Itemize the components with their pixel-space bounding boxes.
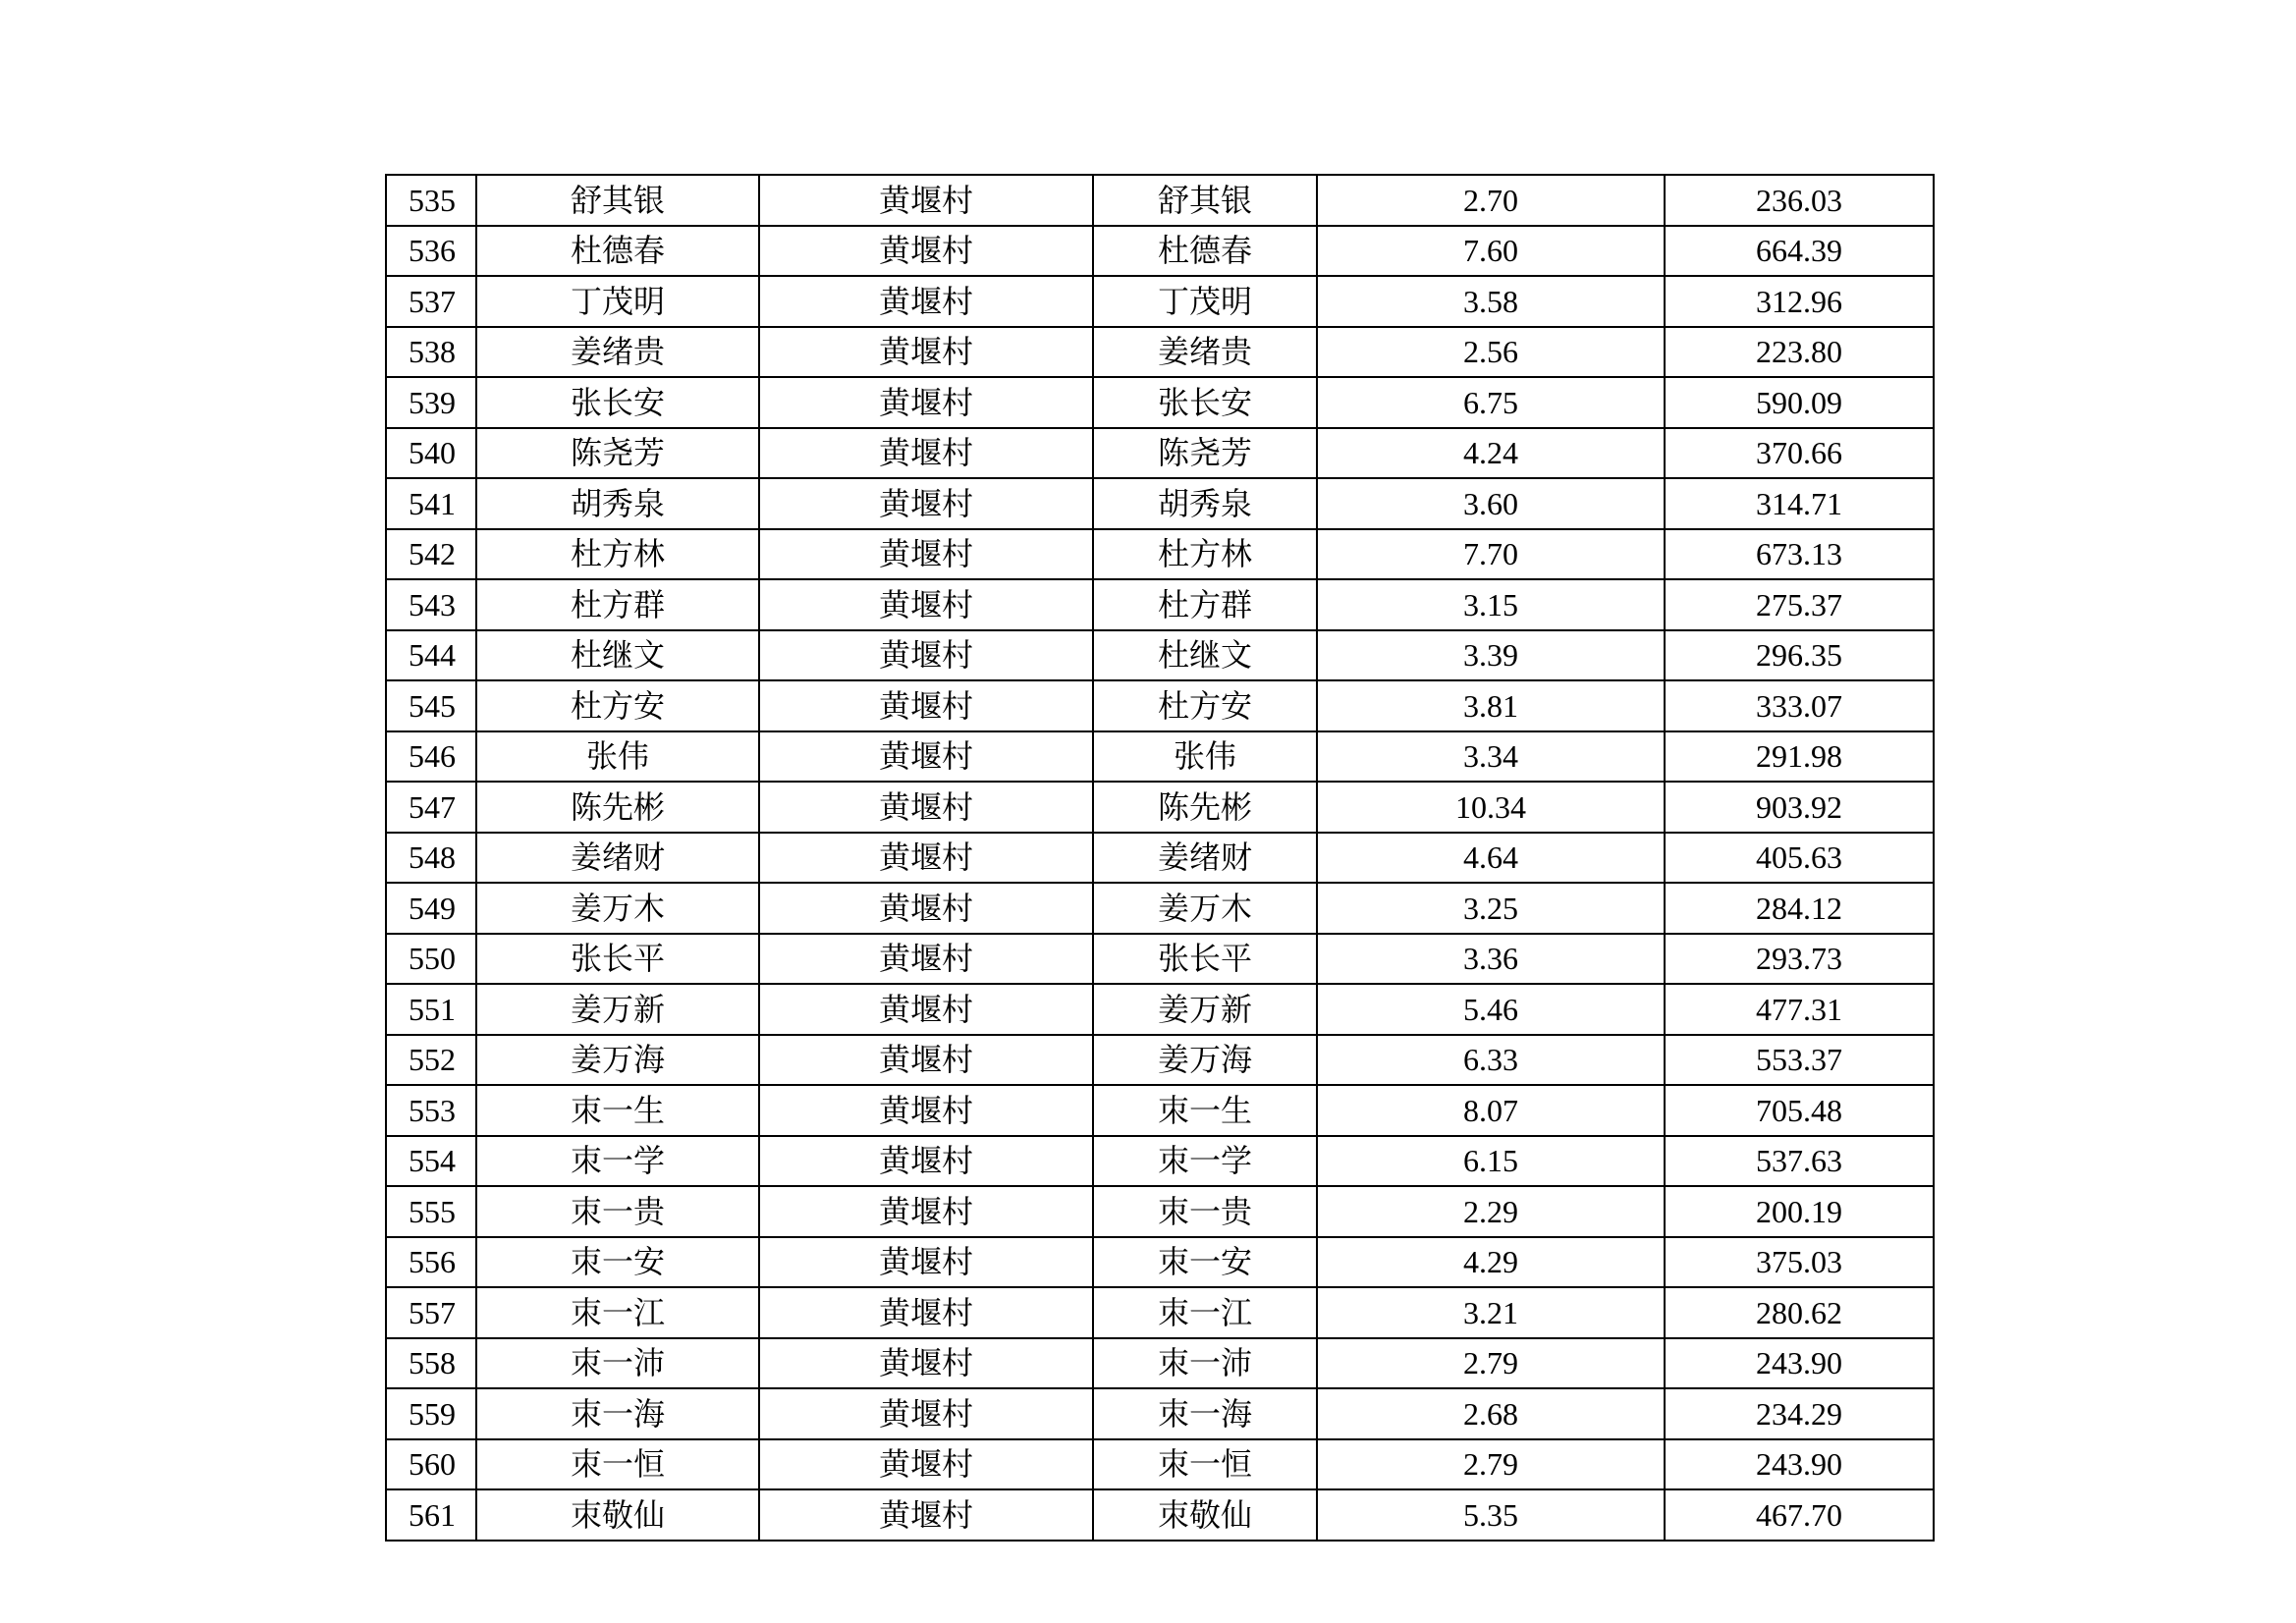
area-cell: 6.33	[1317, 1035, 1665, 1086]
payee-cell: 姜万海	[1093, 1035, 1317, 1086]
amount-cell: 291.98	[1665, 731, 1934, 783]
name-cell: 姜万新	[476, 984, 759, 1035]
area-cell: 2.79	[1317, 1439, 1665, 1490]
payee-cell: 姜万新	[1093, 984, 1317, 1035]
payee-cell: 姜绪财	[1093, 833, 1317, 884]
row-number-cell: 543	[386, 579, 476, 630]
payee-cell: 杜方林	[1093, 529, 1317, 580]
name-cell: 杜方林	[476, 529, 759, 580]
row-number-cell: 561	[386, 1489, 476, 1541]
payee-cell: 朿一江	[1093, 1287, 1317, 1338]
amount-cell: 243.90	[1665, 1439, 1934, 1490]
row-number-cell: 536	[386, 226, 476, 277]
amount-cell: 537.63	[1665, 1136, 1934, 1187]
name-cell: 姜万海	[476, 1035, 759, 1086]
row-number-cell: 541	[386, 478, 476, 529]
name-cell: 张长平	[476, 934, 759, 985]
amount-cell: 293.73	[1665, 934, 1934, 985]
table-row	[386, 377, 1934, 428]
amount-cell: 467.70	[1665, 1489, 1934, 1541]
payee-cell: 张长安	[1093, 377, 1317, 428]
name-cell: 张伟	[476, 731, 759, 783]
village-cell: 黄堰村	[759, 630, 1093, 681]
table-row	[386, 226, 1934, 277]
row-number-cell: 556	[386, 1237, 476, 1288]
payee-cell: 杜方安	[1093, 680, 1317, 731]
amount-cell: 553.37	[1665, 1035, 1934, 1086]
name-cell: 朿一沛	[476, 1338, 759, 1389]
name-cell: 杜继文	[476, 630, 759, 681]
table-row	[386, 680, 1934, 731]
area-cell: 5.35	[1317, 1489, 1665, 1541]
village-cell: 黄堰村	[759, 984, 1093, 1035]
village-cell: 黄堰村	[759, 428, 1093, 479]
table-row	[386, 478, 1934, 529]
village-cell: 黄堰村	[759, 579, 1093, 630]
area-cell: 2.79	[1317, 1338, 1665, 1389]
name-cell: 姜绪贵	[476, 327, 759, 378]
area-cell: 3.21	[1317, 1287, 1665, 1338]
name-cell: 朿一江	[476, 1287, 759, 1338]
payee-cell: 张伟	[1093, 731, 1317, 783]
payee-cell: 舒其银	[1093, 175, 1317, 226]
area-cell: 3.81	[1317, 680, 1665, 731]
village-cell: 黄堰村	[759, 680, 1093, 731]
village-cell: 黄堰村	[759, 478, 1093, 529]
amount-cell: 405.63	[1665, 833, 1934, 884]
amount-cell: 673.13	[1665, 529, 1934, 580]
village-cell: 黄堰村	[759, 529, 1093, 580]
table-row	[386, 1439, 1934, 1490]
village-cell: 黄堰村	[759, 1136, 1093, 1187]
table-body	[386, 175, 1934, 1541]
name-cell: 朿一学	[476, 1136, 759, 1187]
row-number-cell: 560	[386, 1439, 476, 1490]
payee-cell: 张长平	[1093, 934, 1317, 985]
amount-cell: 280.62	[1665, 1287, 1934, 1338]
amount-cell: 236.03	[1665, 175, 1934, 226]
row-number-cell: 535	[386, 175, 476, 226]
area-cell: 4.24	[1317, 428, 1665, 479]
area-cell: 6.75	[1317, 377, 1665, 428]
area-cell: 2.56	[1317, 327, 1665, 378]
row-number-cell: 547	[386, 782, 476, 833]
row-number-cell: 544	[386, 630, 476, 681]
village-cell: 黄堰村	[759, 1287, 1093, 1338]
row-number-cell: 540	[386, 428, 476, 479]
village-cell: 黄堰村	[759, 175, 1093, 226]
payee-cell: 杜继文	[1093, 630, 1317, 681]
amount-cell: 275.37	[1665, 579, 1934, 630]
table-row	[386, 428, 1934, 479]
name-cell: 丁茂明	[476, 276, 759, 327]
name-cell: 朿一安	[476, 1237, 759, 1288]
name-cell: 舒其银	[476, 175, 759, 226]
area-cell: 2.68	[1317, 1388, 1665, 1439]
name-cell: 朿敬仙	[476, 1489, 759, 1541]
area-cell: 3.39	[1317, 630, 1665, 681]
table-row	[386, 934, 1934, 985]
amount-cell: 903.92	[1665, 782, 1934, 833]
row-number-cell: 538	[386, 327, 476, 378]
village-cell: 黄堰村	[759, 833, 1093, 884]
amount-cell: 223.80	[1665, 327, 1934, 378]
village-cell: 黄堰村	[759, 1237, 1093, 1288]
payee-cell: 朿敬仙	[1093, 1489, 1317, 1541]
table-row	[386, 327, 1934, 378]
area-cell: 7.70	[1317, 529, 1665, 580]
area-cell: 4.29	[1317, 1237, 1665, 1288]
row-number-cell: 551	[386, 984, 476, 1035]
name-cell: 杜方安	[476, 680, 759, 731]
payee-cell: 朿一学	[1093, 1136, 1317, 1187]
name-cell: 朿一恒	[476, 1439, 759, 1490]
area-cell: 3.58	[1317, 276, 1665, 327]
area-cell: 2.29	[1317, 1186, 1665, 1237]
village-cell: 黄堰村	[759, 276, 1093, 327]
name-cell: 朿一贵	[476, 1186, 759, 1237]
area-cell: 3.60	[1317, 478, 1665, 529]
name-cell: 张长安	[476, 377, 759, 428]
table-row	[386, 579, 1934, 630]
row-number-cell: 546	[386, 731, 476, 783]
table-row	[386, 1287, 1934, 1338]
village-cell: 黄堰村	[759, 731, 1093, 783]
row-number-cell: 542	[386, 529, 476, 580]
village-cell: 黄堰村	[759, 1489, 1093, 1541]
amount-cell: 200.19	[1665, 1186, 1934, 1237]
amount-cell: 590.09	[1665, 377, 1934, 428]
row-number-cell: 550	[386, 934, 476, 985]
name-cell: 姜绪财	[476, 833, 759, 884]
village-cell: 黄堰村	[759, 1439, 1093, 1490]
village-cell: 黄堰村	[759, 377, 1093, 428]
village-cell: 黄堰村	[759, 1035, 1093, 1086]
table-row	[386, 630, 1934, 681]
payee-cell: 杜德春	[1093, 226, 1317, 277]
village-cell: 黄堰村	[759, 226, 1093, 277]
amount-cell: 296.35	[1665, 630, 1934, 681]
area-cell: 10.34	[1317, 782, 1665, 833]
payee-cell: 朿一贵	[1093, 1186, 1317, 1237]
payee-cell: 朿一安	[1093, 1237, 1317, 1288]
name-cell: 陈尧芳	[476, 428, 759, 479]
amount-cell: 705.48	[1665, 1085, 1934, 1136]
village-cell: 黄堰村	[759, 782, 1093, 833]
table-row	[386, 883, 1934, 934]
name-cell: 杜德春	[476, 226, 759, 277]
amount-cell: 312.96	[1665, 276, 1934, 327]
village-cell: 黄堰村	[759, 1085, 1093, 1136]
amount-cell: 664.39	[1665, 226, 1934, 277]
table-row	[386, 1085, 1934, 1136]
area-cell: 2.70	[1317, 175, 1665, 226]
area-cell: 3.36	[1317, 934, 1665, 985]
payee-cell: 陈先彬	[1093, 782, 1317, 833]
row-number-cell: 549	[386, 883, 476, 934]
amount-cell: 333.07	[1665, 680, 1934, 731]
table-row	[386, 529, 1934, 580]
payee-cell: 胡秀泉	[1093, 478, 1317, 529]
payee-cell: 陈尧芳	[1093, 428, 1317, 479]
area-cell: 3.15	[1317, 579, 1665, 630]
table-row	[386, 1237, 1934, 1288]
payee-cell: 丁茂明	[1093, 276, 1317, 327]
area-cell: 3.34	[1317, 731, 1665, 783]
payee-cell: 朿一沛	[1093, 1338, 1317, 1389]
name-cell: 胡秀泉	[476, 478, 759, 529]
row-number-cell: 557	[386, 1287, 476, 1338]
row-number-cell: 537	[386, 276, 476, 327]
area-cell: 3.25	[1317, 883, 1665, 934]
table-row	[386, 984, 1934, 1035]
area-cell: 6.15	[1317, 1136, 1665, 1187]
village-cell: 黄堰村	[759, 1388, 1093, 1439]
row-number-cell: 553	[386, 1085, 476, 1136]
amount-cell: 284.12	[1665, 883, 1934, 934]
village-cell: 黄堰村	[759, 934, 1093, 985]
table-row	[386, 276, 1934, 327]
amount-cell: 234.29	[1665, 1388, 1934, 1439]
village-cell: 黄堰村	[759, 883, 1093, 934]
area-cell: 5.46	[1317, 984, 1665, 1035]
village-cell: 黄堰村	[759, 1338, 1093, 1389]
table-row	[386, 731, 1934, 783]
row-number-cell: 545	[386, 680, 476, 731]
table-row	[386, 1136, 1934, 1187]
area-cell: 4.64	[1317, 833, 1665, 884]
table-row	[386, 1035, 1934, 1086]
payee-cell: 杜方群	[1093, 579, 1317, 630]
amount-cell: 314.71	[1665, 478, 1934, 529]
row-number-cell: 539	[386, 377, 476, 428]
area-cell: 7.60	[1317, 226, 1665, 277]
area-cell: 8.07	[1317, 1085, 1665, 1136]
village-cell: 黄堰村	[759, 327, 1093, 378]
row-number-cell: 558	[386, 1338, 476, 1389]
payee-cell: 姜绪贵	[1093, 327, 1317, 378]
payee-cell: 朿一生	[1093, 1085, 1317, 1136]
amount-cell: 243.90	[1665, 1338, 1934, 1389]
payee-cell: 朿一恒	[1093, 1439, 1317, 1490]
table-row	[386, 1388, 1934, 1439]
name-cell: 陈先彬	[476, 782, 759, 833]
row-number-cell: 559	[386, 1388, 476, 1439]
village-cell: 黄堰村	[759, 1186, 1093, 1237]
row-number-cell: 548	[386, 833, 476, 884]
name-cell: 朿一生	[476, 1085, 759, 1136]
row-number-cell: 552	[386, 1035, 476, 1086]
payee-cell: 姜万木	[1093, 883, 1317, 934]
name-cell: 姜万木	[476, 883, 759, 934]
table-row	[386, 782, 1934, 833]
payee-cell: 朿一海	[1093, 1388, 1317, 1439]
name-cell: 杜方群	[476, 579, 759, 630]
table-row	[386, 1489, 1934, 1541]
table-row	[386, 175, 1934, 226]
table-row	[386, 833, 1934, 884]
amount-cell: 375.03	[1665, 1237, 1934, 1288]
amount-cell: 370.66	[1665, 428, 1934, 479]
name-cell: 朿一海	[476, 1388, 759, 1439]
subsidy-table	[385, 174, 1935, 1542]
row-number-cell: 554	[386, 1136, 476, 1187]
table-row	[386, 1186, 1934, 1237]
table-row	[386, 1338, 1934, 1389]
row-number-cell: 555	[386, 1186, 476, 1237]
amount-cell: 477.31	[1665, 984, 1934, 1035]
